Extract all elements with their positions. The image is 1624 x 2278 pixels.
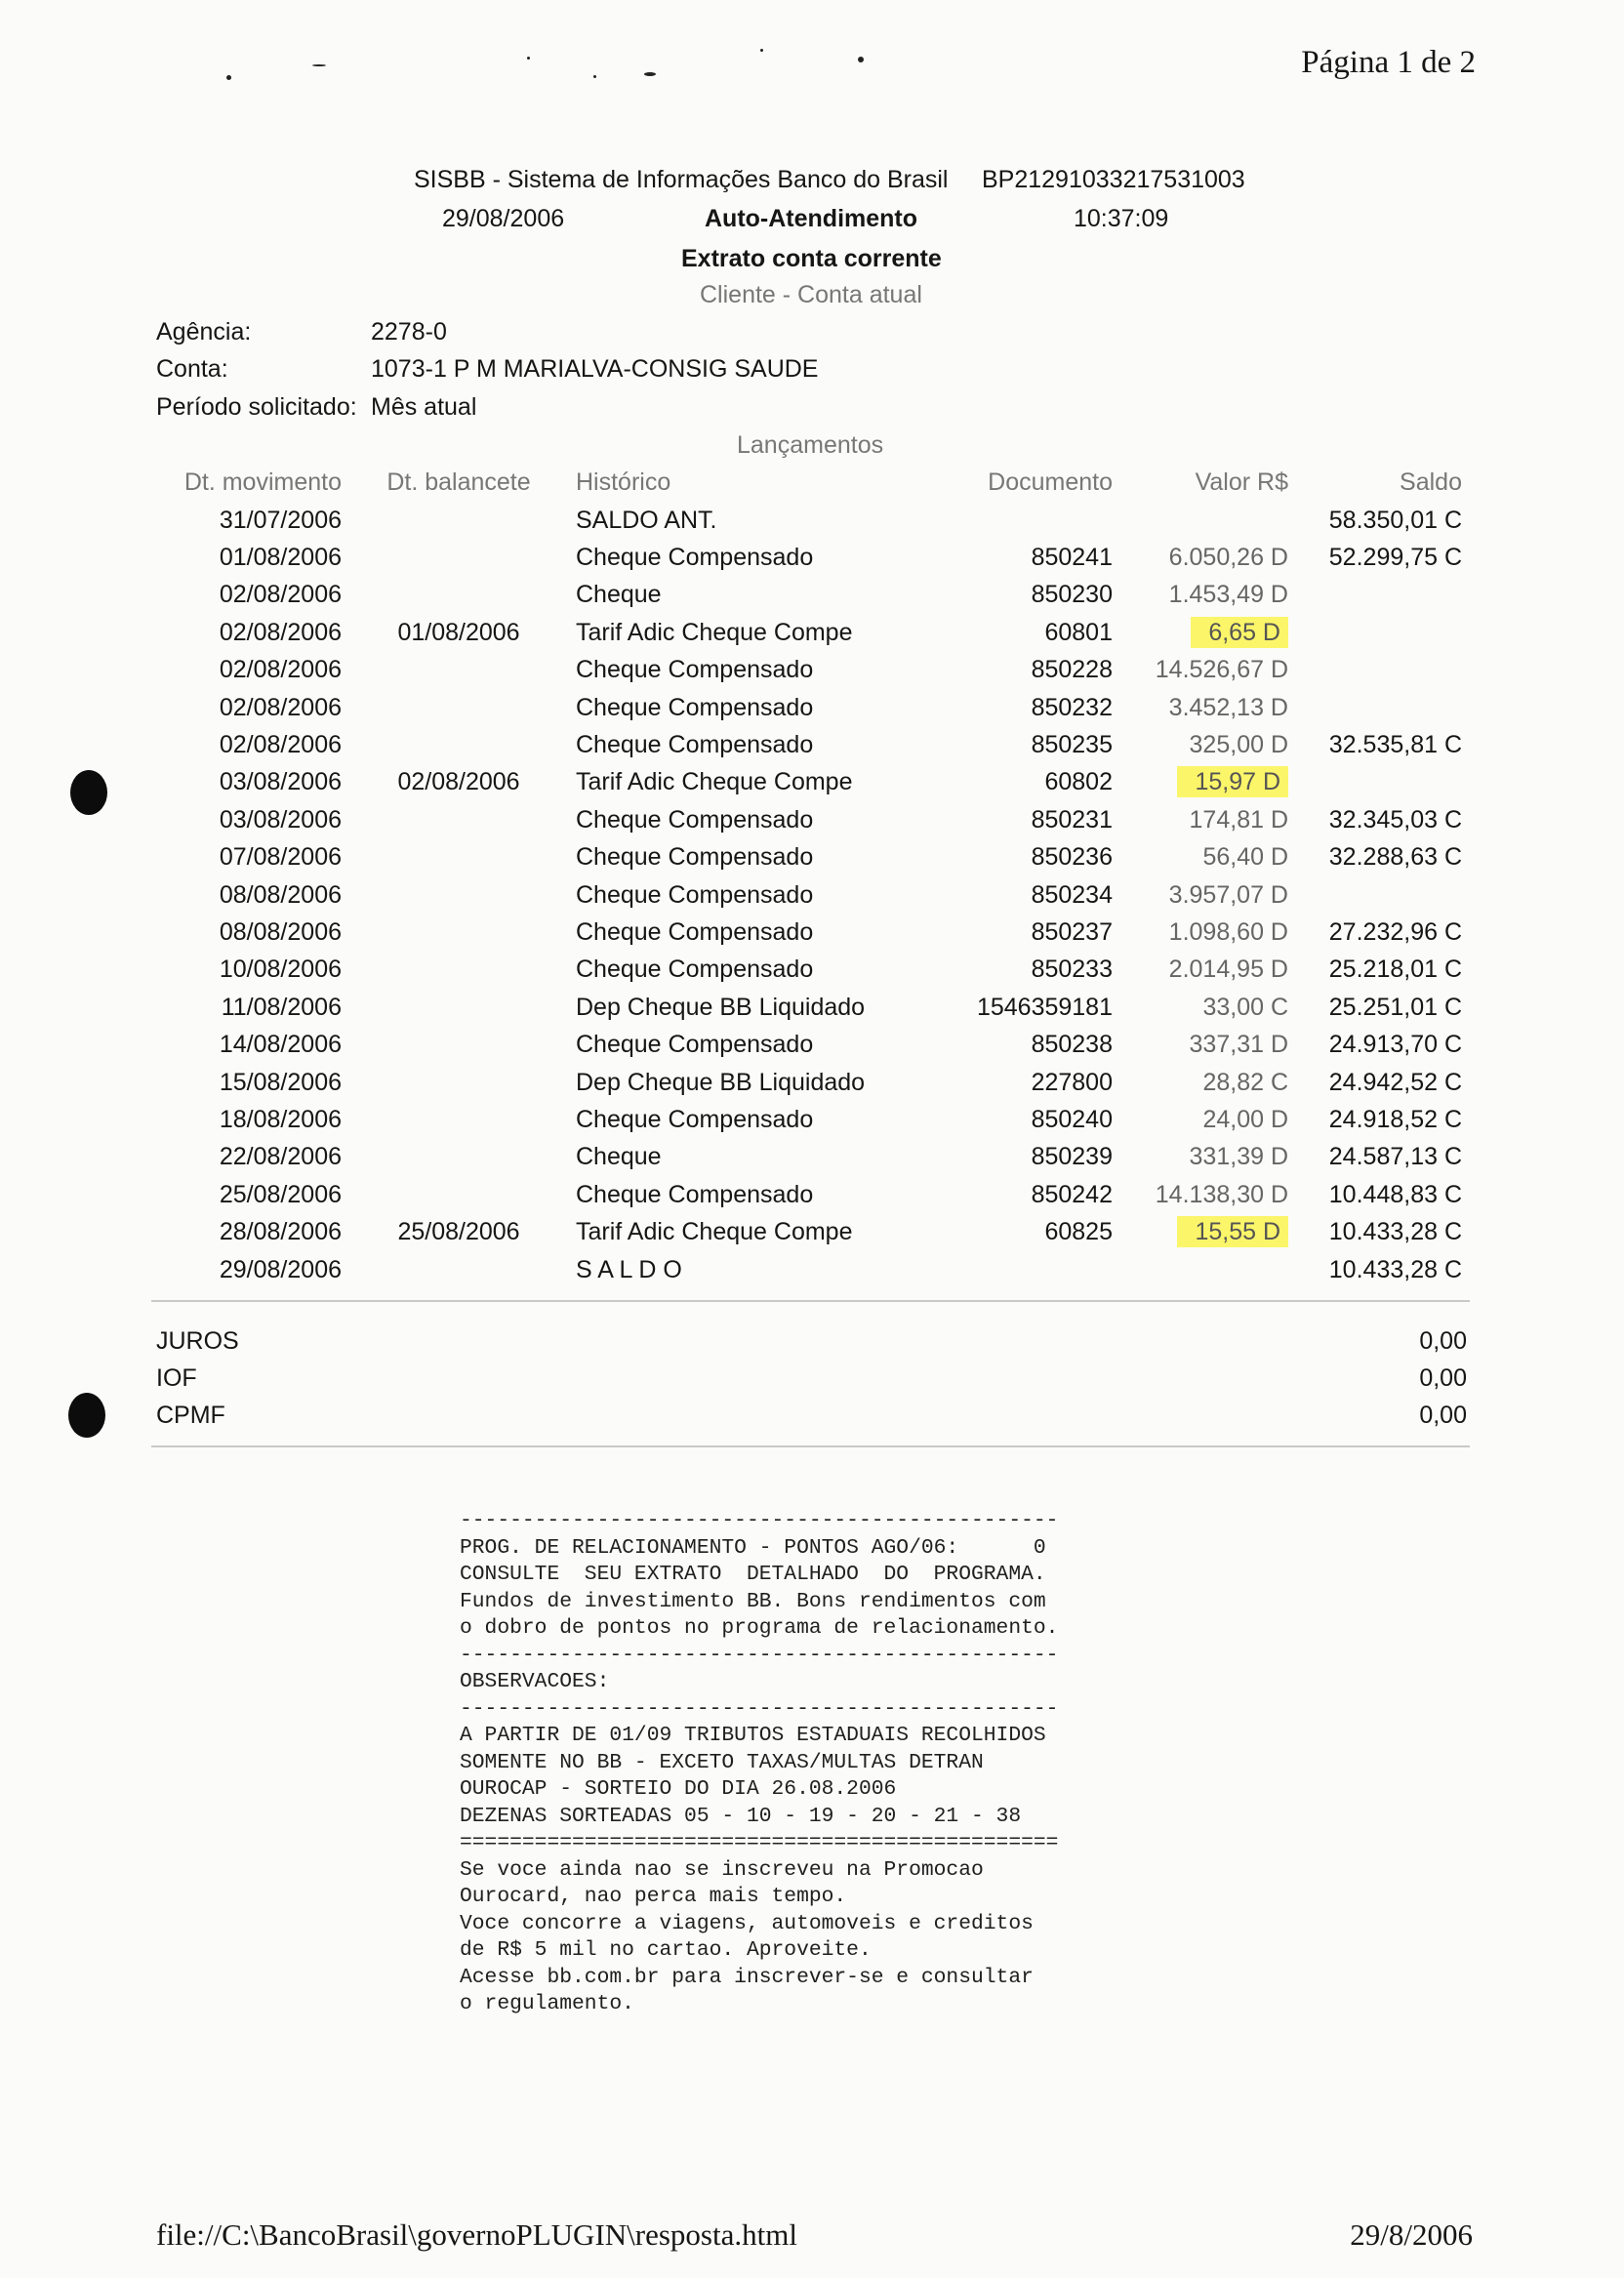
cell-movement-date: 15/08/2006	[219, 1068, 342, 1096]
notice-line: PROG. DE RELACIONAMENTO - PONTOS AGO/06: 0	[460, 1535, 1046, 1560]
cell-balance	[1288, 876, 1462, 914]
cell-history: Cheque Compensado	[576, 656, 814, 684]
cell-amount: 1.453,49 D	[1168, 581, 1288, 609]
table-row	[146, 801, 1462, 838]
cell-balance-date	[342, 1251, 576, 1288]
divider	[151, 1300, 1470, 1302]
notice-line: DEZENAS SORTEADAS 05 - 10 - 19 - 20 - 21 - 38	[460, 1804, 1022, 1828]
scan-speck	[644, 72, 656, 76]
cell-balance-date	[342, 989, 576, 1026]
cell-balance-date	[342, 502, 576, 539]
cell-balance-date: 01/08/2006	[397, 618, 520, 646]
cell-movement-date: 07/08/2006	[219, 843, 342, 872]
table-row	[146, 1213, 1462, 1250]
cell-amount: 14.526,67 D	[1155, 656, 1288, 684]
cell-balance-date	[342, 539, 576, 576]
cell-balance-date	[342, 726, 576, 763]
notice-line: OUROCAP - SORTEIO DO DIA 26.08.2006	[460, 1777, 897, 1801]
cell-balance-date	[342, 1101, 576, 1138]
cell-balance: 10.433,28 C	[1328, 1255, 1462, 1283]
table-row	[146, 502, 1462, 539]
account-value: 1073-1 P M MARIALVA-CONSIG SAUDE	[371, 355, 819, 383]
section-title: Lançamentos	[737, 431, 884, 459]
notice-line: de R$ 5 mil no cartao. Aproveite.	[460, 1938, 872, 1962]
notice-line: o regulamento.	[460, 1992, 634, 2015]
table-row	[146, 577, 1462, 614]
cell-balance	[1288, 764, 1462, 801]
cell-history: Cheque Compensado	[576, 956, 814, 984]
table-row	[146, 614, 1462, 651]
cell-movement-date: 03/08/2006	[219, 805, 342, 834]
table-row	[146, 876, 1462, 914]
cell-movement-date: 31/07/2006	[219, 506, 342, 534]
cell-history: Cheque Compensado	[576, 805, 814, 834]
cell-history: S A L D O	[576, 1255, 682, 1283]
cell-document-number: 850231	[1031, 805, 1113, 834]
table-row	[146, 652, 1462, 689]
highlighted-amount: 15,97 D	[1177, 766, 1288, 797]
cell-amount: 14.138,30 D	[1155, 1180, 1288, 1208]
cell-amount	[1113, 764, 1288, 801]
cell-balance-date	[342, 801, 576, 838]
file-path: file://C:\BancoBrasil\governoPLUGIN\resposta.html	[156, 2217, 797, 2252]
cell-balance-date	[342, 839, 576, 876]
total-value-iof: 0,00	[1419, 1364, 1467, 1392]
cell-document-number: 850236	[1031, 843, 1113, 872]
cell-balance-date	[342, 1139, 576, 1176]
cell-history: Cheque Compensado	[576, 917, 814, 946]
total-label-juros: JUROS	[156, 1327, 239, 1355]
cell-amount	[1113, 502, 1288, 539]
cell-movement-date: 08/08/2006	[219, 917, 342, 946]
notice-line: Se voce ainda nao se inscreveu na Promocao	[460, 1857, 984, 1882]
cell-document-number: 850242	[1031, 1180, 1113, 1208]
cell-history: Cheque Compensado	[576, 1031, 814, 1059]
cell-history: Tarif Adic Cheque Compe	[576, 768, 853, 796]
table-row	[146, 1139, 1462, 1176]
cell-balance: 27.232,96 C	[1328, 917, 1462, 946]
scan-speck	[226, 75, 231, 80]
table-row	[146, 839, 1462, 876]
statement-title: Extrato conta corrente	[681, 245, 942, 272]
account-label: Conta:	[156, 355, 228, 383]
cell-movement-date: 11/08/2006	[221, 993, 342, 1021]
scan-speck	[760, 49, 763, 52]
cell-balance-date: 25/08/2006	[397, 1218, 520, 1246]
cell-movement-date: 22/08/2006	[219, 1143, 342, 1171]
cell-amount: 337,31 D	[1189, 1031, 1288, 1059]
notice-line: Fundos de investimento BB. Bons rendimentos com	[460, 1589, 1046, 1613]
cell-movement-date: 29/08/2006	[219, 1255, 342, 1283]
cell-document-number: 850234	[1031, 880, 1113, 909]
cell-balance: 32.535,81 C	[1328, 731, 1462, 759]
cell-document-number: 1546359181	[976, 993, 1113, 1021]
cell-amount	[1113, 614, 1288, 651]
cell-balance	[1288, 614, 1462, 651]
system-name: SISBB - Sistema de Informações Banco do Brasil	[414, 166, 949, 193]
cell-movement-date: 25/08/2006	[219, 1180, 342, 1208]
cell-balance-date	[342, 652, 576, 689]
table-row	[146, 726, 1462, 763]
table-row	[146, 914, 1462, 951]
cell-history: Tarif Adic Cheque Compe	[576, 1218, 853, 1246]
total-label-cpmf: CPMF	[156, 1402, 225, 1429]
cell-balance-date: 02/08/2006	[397, 768, 520, 796]
issue-date: 29/08/2006	[442, 205, 565, 232]
cell-document-number: 850238	[1031, 1031, 1113, 1059]
agency-value: 2278-0	[371, 318, 447, 346]
total-label-iof: IOF	[156, 1364, 197, 1392]
cell-document-number: 850230	[1031, 581, 1113, 609]
cell-balance-date	[342, 914, 576, 951]
cell-amount: 325,00 D	[1189, 731, 1288, 759]
highlighted-amount: 15,55 D	[1177, 1216, 1288, 1247]
cell-movement-date: 02/08/2006	[219, 618, 342, 646]
cell-amount	[1113, 1213, 1288, 1250]
cell-movement-date: 02/08/2006	[219, 693, 342, 721]
cell-balance: 32.288,63 C	[1328, 843, 1462, 872]
cell-balance	[1288, 652, 1462, 689]
col-header-history: Histórico	[576, 468, 671, 496]
agency-label: Agência:	[156, 318, 252, 346]
cell-balance: 24.587,13 C	[1328, 1143, 1462, 1171]
cell-movement-date: 02/08/2006	[219, 656, 342, 684]
cell-history: Dep Cheque BB Liquidado	[576, 993, 866, 1021]
cell-document-number: 60802	[1044, 768, 1113, 796]
notice-block	[460, 1508, 1058, 2018]
notice-line: Ourocard, nao perca mais tempo.	[460, 1885, 847, 1908]
cell-history: Cheque Compensado	[576, 1180, 814, 1208]
total-value-cpmf: 0,00	[1419, 1402, 1467, 1429]
cell-history: Dep Cheque BB Liquidado	[576, 1068, 866, 1096]
notice-line: ------------------------------------------------	[460, 1509, 1059, 1532]
cell-movement-date: 02/08/2006	[219, 581, 342, 609]
scan-speck	[527, 57, 530, 60]
cell-balance: 25.218,01 C	[1328, 956, 1462, 984]
cell-balance: 10.433,28 C	[1328, 1218, 1462, 1246]
col-header-balance: Saldo	[1400, 468, 1462, 496]
cell-balance: 25.251,01 C	[1328, 993, 1462, 1021]
notice-line: Voce concorre a viagens, automoveis e creditos	[460, 1911, 1034, 1935]
cell-document-number: 850228	[1031, 656, 1113, 684]
cell-balance: 58.350,01 C	[1328, 506, 1462, 534]
cell-balance-date	[342, 1064, 576, 1101]
cell-document-number: 850240	[1031, 1105, 1113, 1133]
table-row	[146, 1251, 1462, 1288]
notice-line: o dobro de pontos no programa de relacionamento.	[460, 1616, 1059, 1640]
cell-balance: 24.942,52 C	[1328, 1068, 1462, 1096]
cell-document-number: 60801	[1044, 618, 1113, 646]
cell-amount: 6.050,26 D	[1168, 544, 1288, 572]
col-header-balance-date: Dt. balancete	[386, 468, 531, 496]
notice-line: Acesse bb.com.br para inscrever-se e consultar	[460, 1965, 1034, 1989]
cell-amount: 1.098,60 D	[1168, 917, 1288, 946]
table-row	[146, 1064, 1462, 1101]
cell-amount: 3.957,07 D	[1168, 880, 1288, 909]
cell-document-number: 850233	[1031, 956, 1113, 984]
cell-balance-date	[342, 689, 576, 726]
cell-movement-date: 18/08/2006	[219, 1105, 342, 1133]
scan-speck	[858, 57, 864, 62]
cell-movement-date: 28/08/2006	[219, 1218, 342, 1246]
cell-document-number: 227800	[1031, 1068, 1113, 1096]
cell-balance: 24.918,52 C	[1328, 1105, 1462, 1133]
transactions-table	[146, 463, 1462, 1288]
cell-balance: 52.299,75 C	[1328, 544, 1462, 572]
cell-movement-date: 02/08/2006	[219, 731, 342, 759]
cell-balance: 10.448,83 C	[1328, 1180, 1462, 1208]
cell-amount: 33,00 C	[1202, 993, 1288, 1021]
table-row	[146, 952, 1462, 989]
cell-balance-date	[342, 952, 576, 989]
cell-movement-date: 08/08/2006	[219, 880, 342, 909]
page-number: Página 1 de 2	[1301, 45, 1476, 80]
highlighted-amount: 6,65 D	[1191, 617, 1288, 648]
cell-amount: 331,39 D	[1189, 1143, 1288, 1171]
cell-document-number: 850232	[1031, 693, 1113, 721]
table-row	[146, 1026, 1462, 1063]
notice-line: ------------------------------------------------	[460, 1643, 1059, 1667]
cell-balance-date	[342, 876, 576, 914]
cell-history: Cheque Compensado	[576, 1105, 814, 1133]
table-row	[146, 1101, 1462, 1138]
notice-line: CONSULTE SEU EXTRATO DETALHADO DO PROGRAMA.	[460, 1563, 1046, 1586]
cell-document-number: 850241	[1031, 544, 1113, 572]
cell-document-number	[952, 1251, 1113, 1288]
cell-history: Cheque	[576, 581, 662, 609]
page-title: Auto-Atendimento	[705, 205, 918, 232]
cell-document-number: 850239	[1031, 1143, 1113, 1171]
cell-amount: 56,40 D	[1202, 843, 1288, 872]
cell-amount: 28,82 C	[1202, 1068, 1288, 1096]
cell-history: Cheque Compensado	[576, 880, 814, 909]
cell-history: SALDO ANT.	[576, 506, 717, 534]
cell-document-number	[952, 502, 1113, 539]
cell-balance-date	[342, 1176, 576, 1213]
cell-history: Cheque	[576, 1143, 662, 1171]
notice-line: ------------------------------------------------	[460, 1696, 1059, 1721]
notice-line: A PARTIR DE 01/09 TRIBUTOS ESTADUAIS RECOLHIDOS	[460, 1724, 1046, 1747]
cell-balance: 24.913,70 C	[1328, 1031, 1462, 1059]
total-value-juros: 0,00	[1419, 1327, 1467, 1355]
cell-balance-date	[342, 1026, 576, 1063]
cell-history: Cheque Compensado	[576, 843, 814, 872]
table-row	[146, 989, 1462, 1026]
divider	[151, 1445, 1470, 1447]
hole-punch	[70, 770, 107, 815]
cell-balance	[1288, 577, 1462, 614]
cell-balance	[1288, 689, 1462, 726]
cell-document-number: 60825	[1044, 1218, 1113, 1246]
col-header-value: Valor R$	[1195, 468, 1288, 496]
cell-history: Tarif Adic Cheque Compe	[576, 618, 853, 646]
table-row	[146, 539, 1462, 576]
cell-amount: 174,81 D	[1189, 805, 1288, 834]
scan-speck	[312, 64, 326, 66]
scan-speck	[593, 75, 596, 78]
cell-movement-date: 03/08/2006	[219, 768, 342, 796]
notice-line: OBSERVACOES:	[460, 1670, 610, 1693]
issue-time: 10:37:09	[1074, 205, 1169, 232]
notice-line: ================================================	[460, 1831, 1059, 1854]
cell-document-number: 850237	[1031, 917, 1113, 946]
cell-amount: 3.452,13 D	[1168, 693, 1288, 721]
cell-amount: 2.014,95 D	[1168, 956, 1288, 984]
cell-movement-date: 14/08/2006	[219, 1031, 342, 1059]
period-value: Mês atual	[371, 393, 477, 421]
cell-movement-date: 10/08/2006	[219, 956, 342, 984]
cell-history: Cheque Compensado	[576, 731, 814, 759]
cell-balance-date	[342, 577, 576, 614]
print-date: 29/8/2006	[1350, 2217, 1473, 2252]
client-caption: Cliente - Conta atual	[700, 281, 922, 308]
cell-history: Cheque Compensado	[576, 693, 814, 721]
table-row	[146, 764, 1462, 801]
notice-line: SOMENTE NO BB - EXCETO TAXAS/MULTAS DETRAN	[460, 1750, 984, 1774]
cell-balance: 32.345,03 C	[1328, 805, 1462, 834]
cell-amount: 24,00 D	[1202, 1105, 1288, 1133]
col-header-document: Documento	[988, 468, 1113, 496]
document-code: BP21291033217531003	[982, 166, 1245, 193]
col-header-movement-date: Dt. movimento	[183, 468, 342, 496]
table-row	[146, 689, 1462, 726]
cell-history: Cheque Compensado	[576, 544, 814, 572]
table-row	[146, 1176, 1462, 1213]
hole-punch	[68, 1393, 105, 1438]
cell-amount	[1113, 1251, 1288, 1288]
period-label: Período solicitado:	[156, 393, 357, 421]
table-header-row	[146, 463, 1462, 502]
cell-document-number: 850235	[1031, 731, 1113, 759]
cell-movement-date: 01/08/2006	[219, 544, 342, 572]
